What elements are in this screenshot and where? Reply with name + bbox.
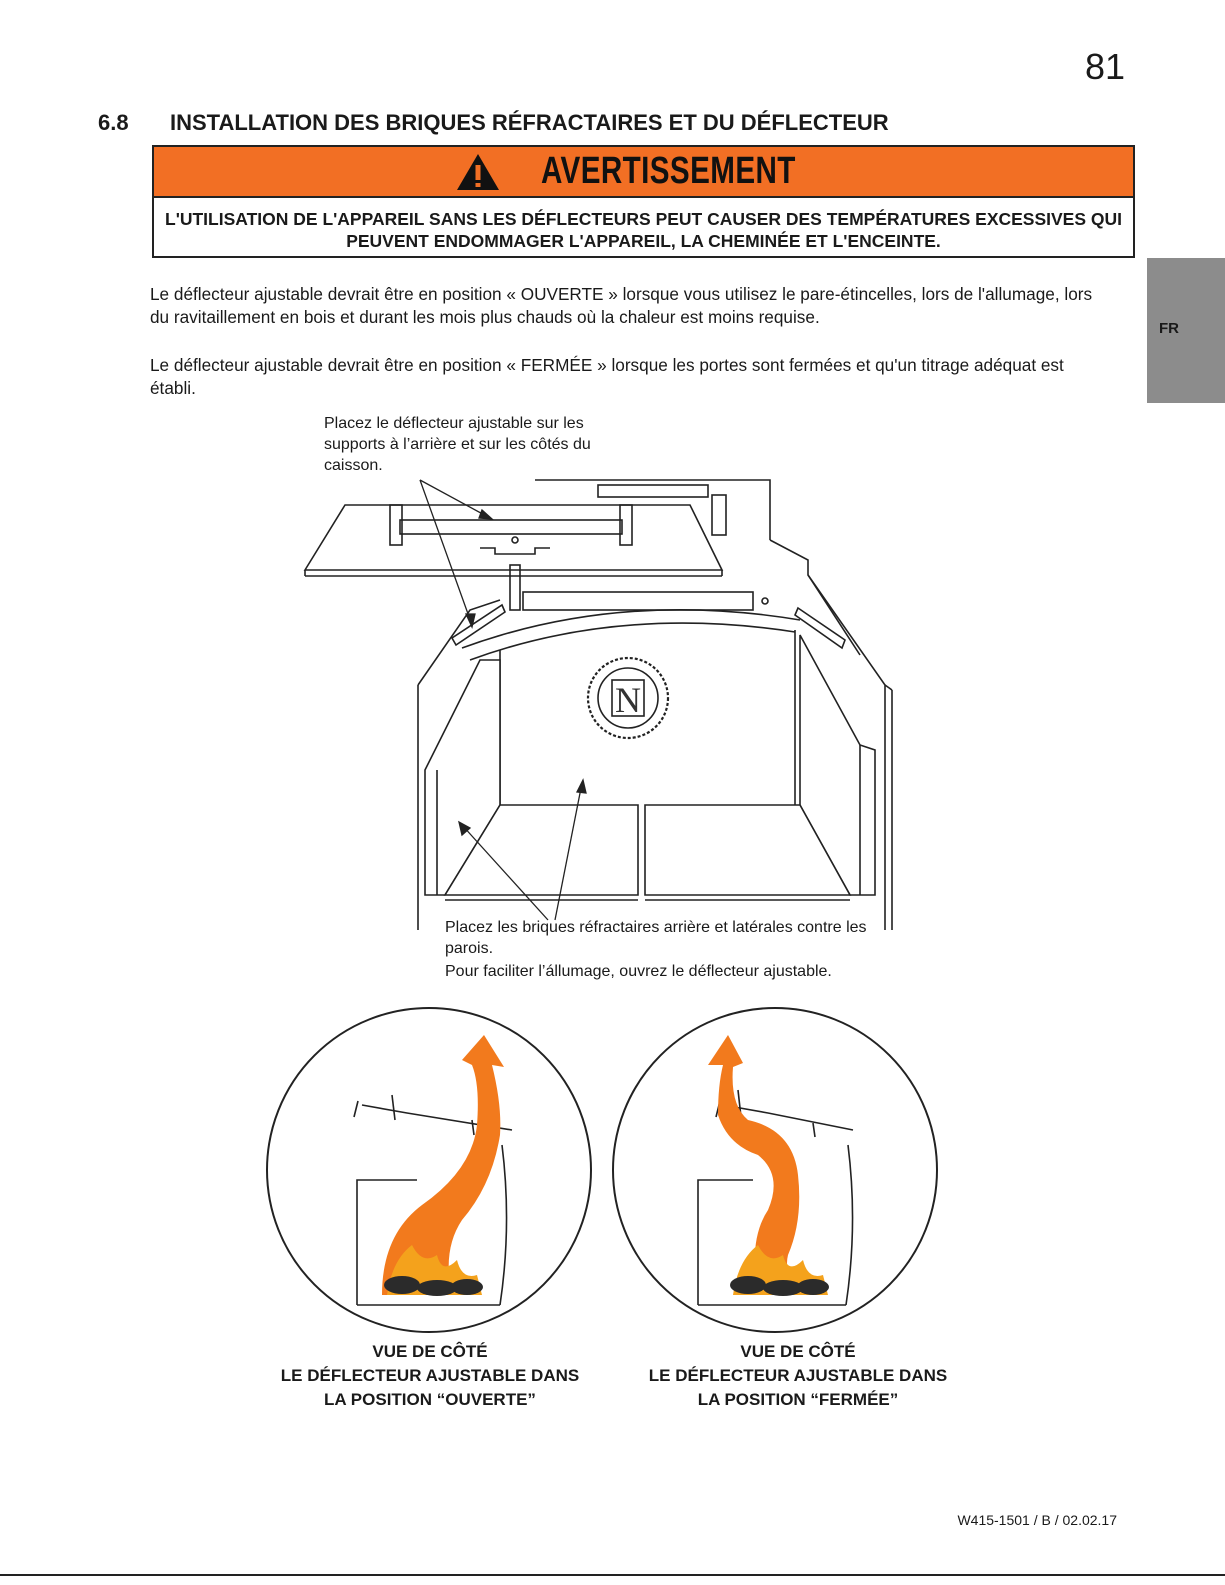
section-title-text: INSTALLATION DES BRIQUES RÉFRACTAIRES ET DU DÉFLECTEUR [170,110,889,135]
warning-box [152,145,1135,258]
paragraph-open-position: Le déflecteur ajustable devrait être en position « OUVERTE » lorsque vous utilisez le pare-étincelles, lors de l'allumage, lors du ravitaillement en bois et durant les mois plus chauds où la chaleur est moins requise. [150,284,1093,327]
caption-open-line3: LA POSITION “OUVERTE” [324,1390,536,1409]
caption-closed [613,1340,983,1412]
caption-closed-line1: VUE DE CÔTÉ [740,1342,856,1361]
caption-open-line1: VUE DE CÔTÉ [372,1342,488,1361]
language-tab-label: FR [1159,320,1179,337]
callout-bricks: Placez les briques réfractaires arrière et latérales contre les parois. [445,919,867,957]
warning-text: L'UTILISATION DE L'APPAREIL SANS LES DÉFLECTEURS PEUT CAUSER DES TEMPÉRATURES EXCESSIVES QUI PEUVENT ENDOMMAGER L'APPAREIL, LA CHEMINÉE ET L'ENCEINTE. [165,209,1122,251]
caption-closed-line3: LA POSITION “FERMÉE” [697,1390,899,1409]
section-title [98,110,889,136]
document-code: W415-1501 / B / 02.02.17 [957,1512,1117,1528]
side-view-closed [608,1005,943,1335]
brand-logo-icon: N [615,680,641,720]
paragraph-closed-position: Le déflecteur ajustable devrait être en position « FERMÉE » lorsque les portes sont fermées et qu'un titrage adéquat est établi. [150,355,1064,398]
page-number: 81 [1084,46,1125,87]
firebox-diagram [290,470,910,940]
side-view-open [262,1005,597,1335]
bottom-rule [0,1574,1225,1576]
callout-ignition: Pour faciliter l’állumage, ouvrez le déflecteur ajustable. [445,963,832,980]
warning-header [154,147,1133,198]
warning-triangle-icon [455,152,501,192]
section-number: 6.8 [98,110,129,135]
caption-closed-line2: LE DÉFLECTEUR AJUSTABLE DANS [648,1366,948,1385]
caption-open [255,1340,605,1412]
language-tab[interactable] [1147,258,1225,403]
caption-open-line2: LE DÉFLECTEUR AJUSTABLE DANS [280,1366,580,1385]
warning-heading: AVERTISSEMENT [541,150,796,192]
callout-baffle: Placez le déflecteur ajustable sur les supports à l’arrière et sur les côtés du caisson. [324,415,591,474]
